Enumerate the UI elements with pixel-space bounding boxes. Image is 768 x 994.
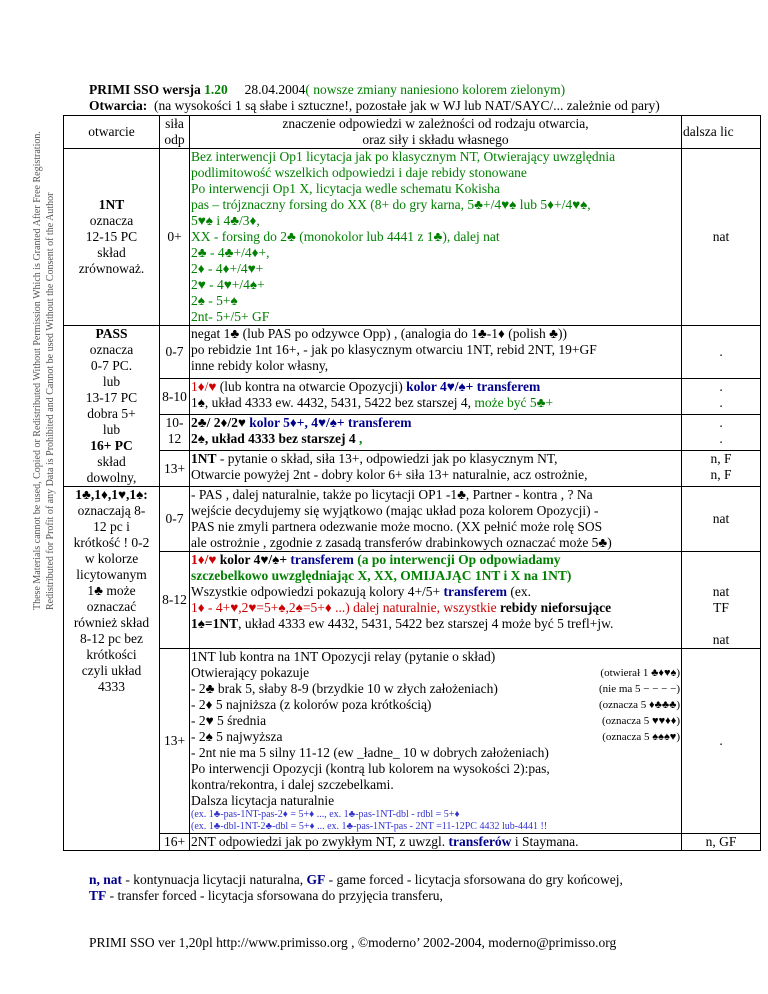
continue-1nt: nat — [682, 149, 761, 326]
table-row-pass-2 — [64, 379, 761, 415]
strength-pass-1: 0-7 — [160, 326, 190, 379]
strength-pass-4: 13+ — [160, 451, 190, 487]
continue-pass-2: . . — [682, 379, 761, 415]
opening-pass: PASS oznacza 0-7 PC. lub 13-17 PC dobra 5+ lub 16+ PC skład dowolny, — [64, 326, 160, 487]
table-row-suits-2 — [64, 552, 761, 649]
header-continue: dalsza lic — [682, 116, 761, 149]
continue-pass-3: . . — [682, 415, 761, 451]
header-strength: siła odp — [160, 116, 190, 149]
meaning-suits-4: 2NT odpowiedzi jak po zwykłym NT, z uwzgl. transferów i Staymana. — [190, 834, 682, 851]
table-row-1nt — [64, 149, 761, 326]
table-row-suits-4 — [64, 834, 761, 851]
table-header-row — [64, 116, 761, 149]
header-meaning: znaczenie odpowiedzi w zależności od rodzaju otwarcia, oraz siły i składu własnego — [190, 116, 682, 149]
meaning-pass-4: 1NT - pytanie o skład, siła 13+, odpowiedzi jak po klasycznym NT, Otwarcie powyżej 2nt - dobry kolor 6+ siła 13+ naturalnie, acz ostrożnie, — [190, 451, 682, 487]
continue-suits-3: . — [682, 649, 761, 834]
meaning-suits-1: - PAS , dalej naturalnie, także po licytacji OP1 -1♣, Partner - kontra , ? Na wejście decydujemy się wyjątkowo (mając układ poza kolorem Opozycji) - PAS nie zmyli partnera odezwanie może mocno. (XX pełnić może rolę SOS ale ostrożnie , zgodnie z zasadą transferów drabinkowych oznaczać może 5♣) — [190, 487, 682, 552]
table-row-pass-4 — [64, 451, 761, 487]
opening-suits: 1♣,1♦,1♥,1♠: oznaczają 8- 12 pc i krótkość ! 0-2 w kolorze licytowanym 1♣ może oznaczać również skład 8-12 pc bez krótkości czyli układ 4333 — [64, 487, 160, 851]
page-footer: PRIMI SSO ver 1,20pl http://www.primisso.org , ©moderno’ 2002-2004, moderno@primisso.org — [89, 935, 617, 950]
legend-line-1: n, nat - kontynuacja licytacji naturalna, GF - game forced - licytacja sforsowana do gry końcowej, — [89, 872, 623, 887]
continue-suits-4: n, GF — [682, 834, 761, 851]
table-row-pass-3 — [64, 415, 761, 451]
openings-line: Otwarcia: (na wysokości 1 są słabe i sztuczne!, pozostałe jak w WJ lub NAT/SAYC/... zależnie od pary) — [89, 98, 660, 113]
copyright-line-1: These Materials cannot be used, Copied or Redistributed Without Permission Which is Granted After Free Registration. — [32, 131, 43, 610]
continue-pass-1: . — [682, 326, 761, 379]
meaning-1nt: Bez interwencji Op1 licytacja jak po klasycznym NT, Otwierający uwzględnia podlimitowość wszelkich odpowiedzi i daje rebidy stonowane Po interwencji Op1 X, licytacja wedle schematu Kokisha pas – trójznaczny forsing do XX (8+ do gry karna, 5♣+/4♥♠ lub 5♦+/4♥♠, 5♥♠ i 4♣/3♦, XX - forsing do 2♣ (monokolor lub 4441 z 1♣), dalej nat 2♣ - 4♣+/4♦+, 2♦ - 4♦+/4♥+ 2♥ - 4♥+/4♠+ 2♠ - 5+♠ 2nt- 5+/5+ GF — [190, 149, 682, 326]
title-line: PRIMI SSO wersja 1.20 28.04.2004( nowsze zmiany naniesiono kolorem zielonym) — [89, 82, 566, 97]
strength-1nt: 0+ — [160, 149, 190, 326]
strength-pass-2: 8-10 — [160, 379, 190, 415]
continue-pass-4: n, F n, F — [682, 451, 761, 487]
strength-suits-4: 16+ — [160, 834, 190, 851]
meaning-pass-3: 2♣/ 2♦/2♥ kolor 5♦+, 4♥/♠+ transferem 2♠, układ 4333 bez starszej 4 , — [190, 415, 682, 451]
strength-suits-1: 0-7 — [160, 487, 190, 552]
table-row-pass-1 — [64, 326, 761, 379]
strength-suits-3: 13+ — [160, 649, 190, 834]
bidding-table — [63, 115, 761, 851]
legend-line-2: TF - transfer forced - licytacja sforsowana do przyjęcia transferu, — [89, 888, 443, 903]
meaning-suits-2: 1♦/♥ kolor 4♥/♠+ transferem (a po interwencji Op odpowiadamy szczebelkowo uwzględniając X, XX, OMIJAJĄC 1NT i X na 1NT) Wszystkie odpowiedzi pokazują kolory 4+/5+ transferem (ex. 1♦ - 4+♥,2♥=5+♠,2♠=5+♦ ...) dalej naturalnie, wszystkie rebidy nieforsujące 1♠=1NT, układ 4333 ew 4432, 5431, 5422 bez starszej 4 może być 5 trefl+jw. — [190, 552, 682, 649]
strength-suits-2: 8-12 — [160, 552, 190, 649]
meaning-pass-1: negat 1♣ (lub PAS po odzywce Opp) , (analogia do 1♣-1♦ (polish ♣)) po rebidzie 1nt 16+, - jak po klasycznym otwarciu 1NT, rebid 2NT, 19+GF inne rebidy kolor własny, — [190, 326, 682, 379]
continue-suits-2: nat TF nat — [682, 552, 761, 649]
page-header — [89, 82, 759, 114]
header-opening: otwarcie — [64, 116, 160, 149]
opening-1nt: 1NT oznacza 12-15 PC skład zrównoważ. — [64, 149, 160, 326]
copyright-sidebar — [0, 0, 56, 994]
strength-pass-3: 10-12 — [160, 415, 190, 451]
continue-suits-1: nat — [682, 487, 761, 552]
table-row-suits-3 — [64, 649, 761, 834]
meaning-suits-3: 1NT lub kontra na 1NT Opozycji relay (pytanie o skład) Otwierający pokazuje (otwierał 1 ♣♦♥♠) - 2♣ brak 5, słaby 8-9 (brzydkie 10 w złych założeniach) (nie ma 5 − − − −) - 2♦ 5 najniższa (z kolorów poza krótkością) (oznacza 5 ♦♣♣♣) - 2♥ 5 średnia (oznacza 5 ♥♥♦♦) - 2♠ 5 najwyższa (oznacza 5 ♠♠♠♥) - 2nt nie ma 5 silny 11-12 (ew _ładne_ 10 w dobrych założeniach) Po interwencji Opozycji (kontrą lub kolorem na wysokości 2):pas, kontra/rekontra, i dalej szczebelkami. Dalsza licytacja naturalnie (ex. 1♣-pas-1NT-pas-2♦ = 5+♦ ..., ex. 1♣-pas-1NT-dbl - rdbl = 5+♦ (ex. 1♣-dbl-1NT-2♣-dbl = 5+♦ ... ex. 1♣-pas-1NT-pas - 2NT =11-12PC 4432 lub-4441 !! — [191, 649, 680, 832]
copyright-line-2: Redistributed for Profit of any Data is Prohibited and Cannot be used Without the Consent of the Author — [45, 192, 56, 610]
table-row-suits-1 — [64, 487, 761, 552]
legend — [89, 872, 768, 904]
meaning-pass-2: 1♦/♥ (lub kontra na otwarcie Opozycji) kolor 4♥/♠+ transferem 1♠, układ 4333 ew. 4432, 5431, 5422 bez starszej 4, może być 5♣+ — [190, 379, 682, 415]
